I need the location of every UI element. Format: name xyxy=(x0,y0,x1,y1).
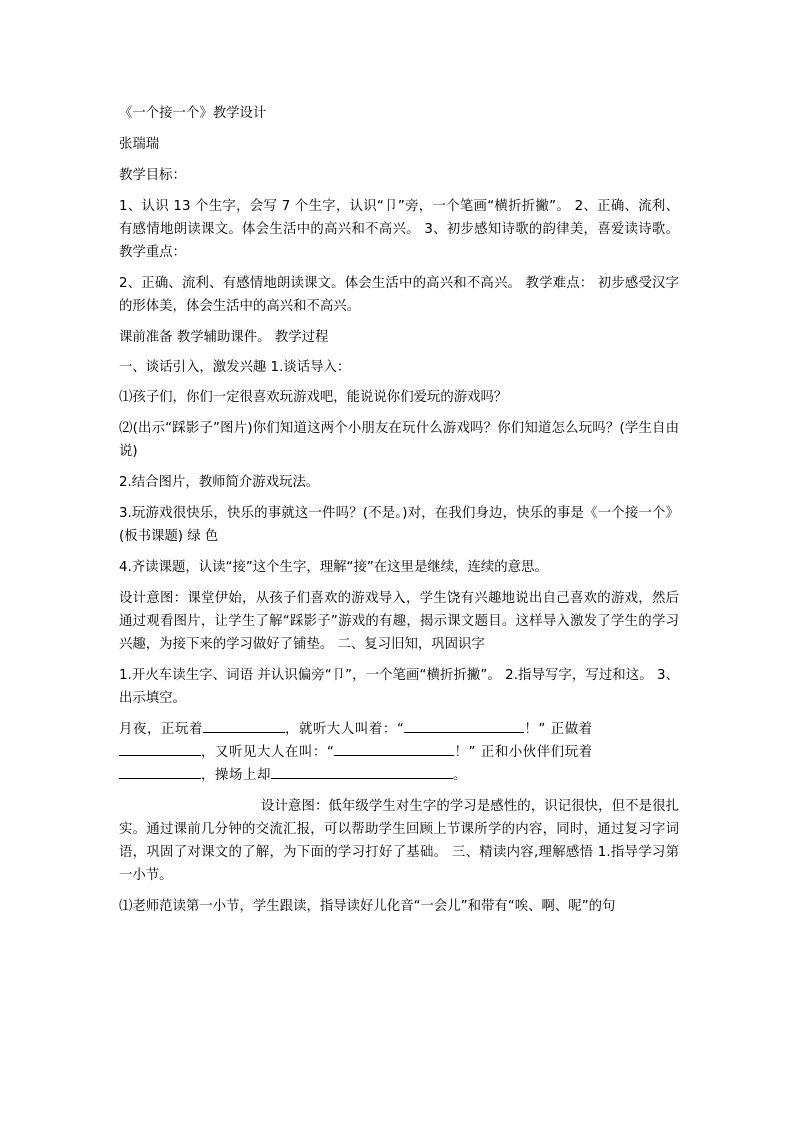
fill-text: ！” 正做着 xyxy=(524,722,593,737)
fill-in-exercise xyxy=(119,718,679,787)
fill-text: 。 xyxy=(452,768,467,783)
design-intent-2: 设计意图：低年级学生对生字的学习是感性的，识记很快，但不是很扎实。通过课前几分钟的交流汇报，可以帮助学生回顾上节课所学的内容，同时，通过复习字词语，巩固了对课文的了解，为下面的学习打好了基础。 三、精读内容,理解感悟 1.指导学习第一小节。 xyxy=(119,799,679,883)
step-3: 3.玩游戏很快乐，快乐的事就这一件吗？(不是。)对，在我们身边，快乐的事是《一个接一个》 (板书课题) 绿 色 xyxy=(119,506,679,544)
blank-line xyxy=(404,718,524,733)
design-intent-1: 设计意图：课堂伊始，从孩子们喜欢的游戏导入，学生饶有兴趣地说出自己喜欢的游戏，然后通过观看图片，让学生了解“踩影子”游戏的有趣，揭示课文题目。这样导入激发了学生的学习兴趣，为接下来的学习做好了铺垫。 二、复习旧知，巩固识字 xyxy=(119,591,679,652)
blank-line xyxy=(203,718,285,733)
blank-line xyxy=(271,764,453,779)
fill-text: ，又听见大人在叫：“ xyxy=(201,745,335,760)
prep-line: 课前准备 教学辅助课件。 教学过程 xyxy=(119,330,329,345)
blank-line xyxy=(119,741,201,756)
goals-heading: 教学目标： xyxy=(119,168,186,183)
fill-text: ！” 正和小伙伴们玩着 xyxy=(454,745,593,760)
author-name: 张瑞瑞 xyxy=(119,137,160,152)
fill-text: ，就听大人叫着：“ xyxy=(284,722,405,737)
fill-text: 月夜，正玩着 xyxy=(119,722,203,737)
document-page xyxy=(119,102,679,926)
question-1: ⑴孩子们，你们一定很喜欢玩游戏吧，能说说你们爱玩的游戏吗？ xyxy=(119,390,508,405)
document-title: 《一个接一个》教学设计 xyxy=(119,106,267,121)
step-4: 4.齐读课题，认读“接”这个生字，理解“接”在这里是继续，连续的意思。 xyxy=(119,560,548,575)
blank-line xyxy=(334,741,454,756)
goals-paragraph: 1、认识 13 个生字，会写 7 个生字，认识“卩”旁，一个笔画“横折折撇”。 2、正确、流利、有感情地朗读课文。体会生活中的高兴和不高兴。 3、初步感知诗歌的韵律美，喜爱读诗歌。 教学重点： xyxy=(119,199,679,260)
blank-line xyxy=(119,764,201,779)
fill-text: ，操场上却 xyxy=(201,768,271,783)
key-points-paragraph: 2、正确、流利、有感情地朗读课文。体会生活中的高兴和不高兴。 教学难点： 初步感受汉字的形体美，体会生活中的高兴和不高兴。 xyxy=(119,276,679,314)
step-2: 2.结合图片，教师简介游戏玩法。 xyxy=(119,475,320,490)
section-1-heading: 一、谈话引入，激发兴趣 1.谈话导入： xyxy=(119,360,351,375)
review-paragraph: 1.开火车读生字、词语 并认识偏旁“卩”，一个笔画“横折折撇”。 2.指导写字，写过和这。 3、出示填空。 xyxy=(119,668,679,706)
question-2: ⑵(出示“踩影子”图片)你们知道这两个小朋友在玩什么游戏吗？你们知道怎么玩吗？(学生自由说) xyxy=(119,421,679,459)
reading-instruction: ⑴老师范读第一小节，学生跟读，指导读好儿化音“一会儿”和带有“唉、啊、呢”的句 xyxy=(119,899,616,914)
